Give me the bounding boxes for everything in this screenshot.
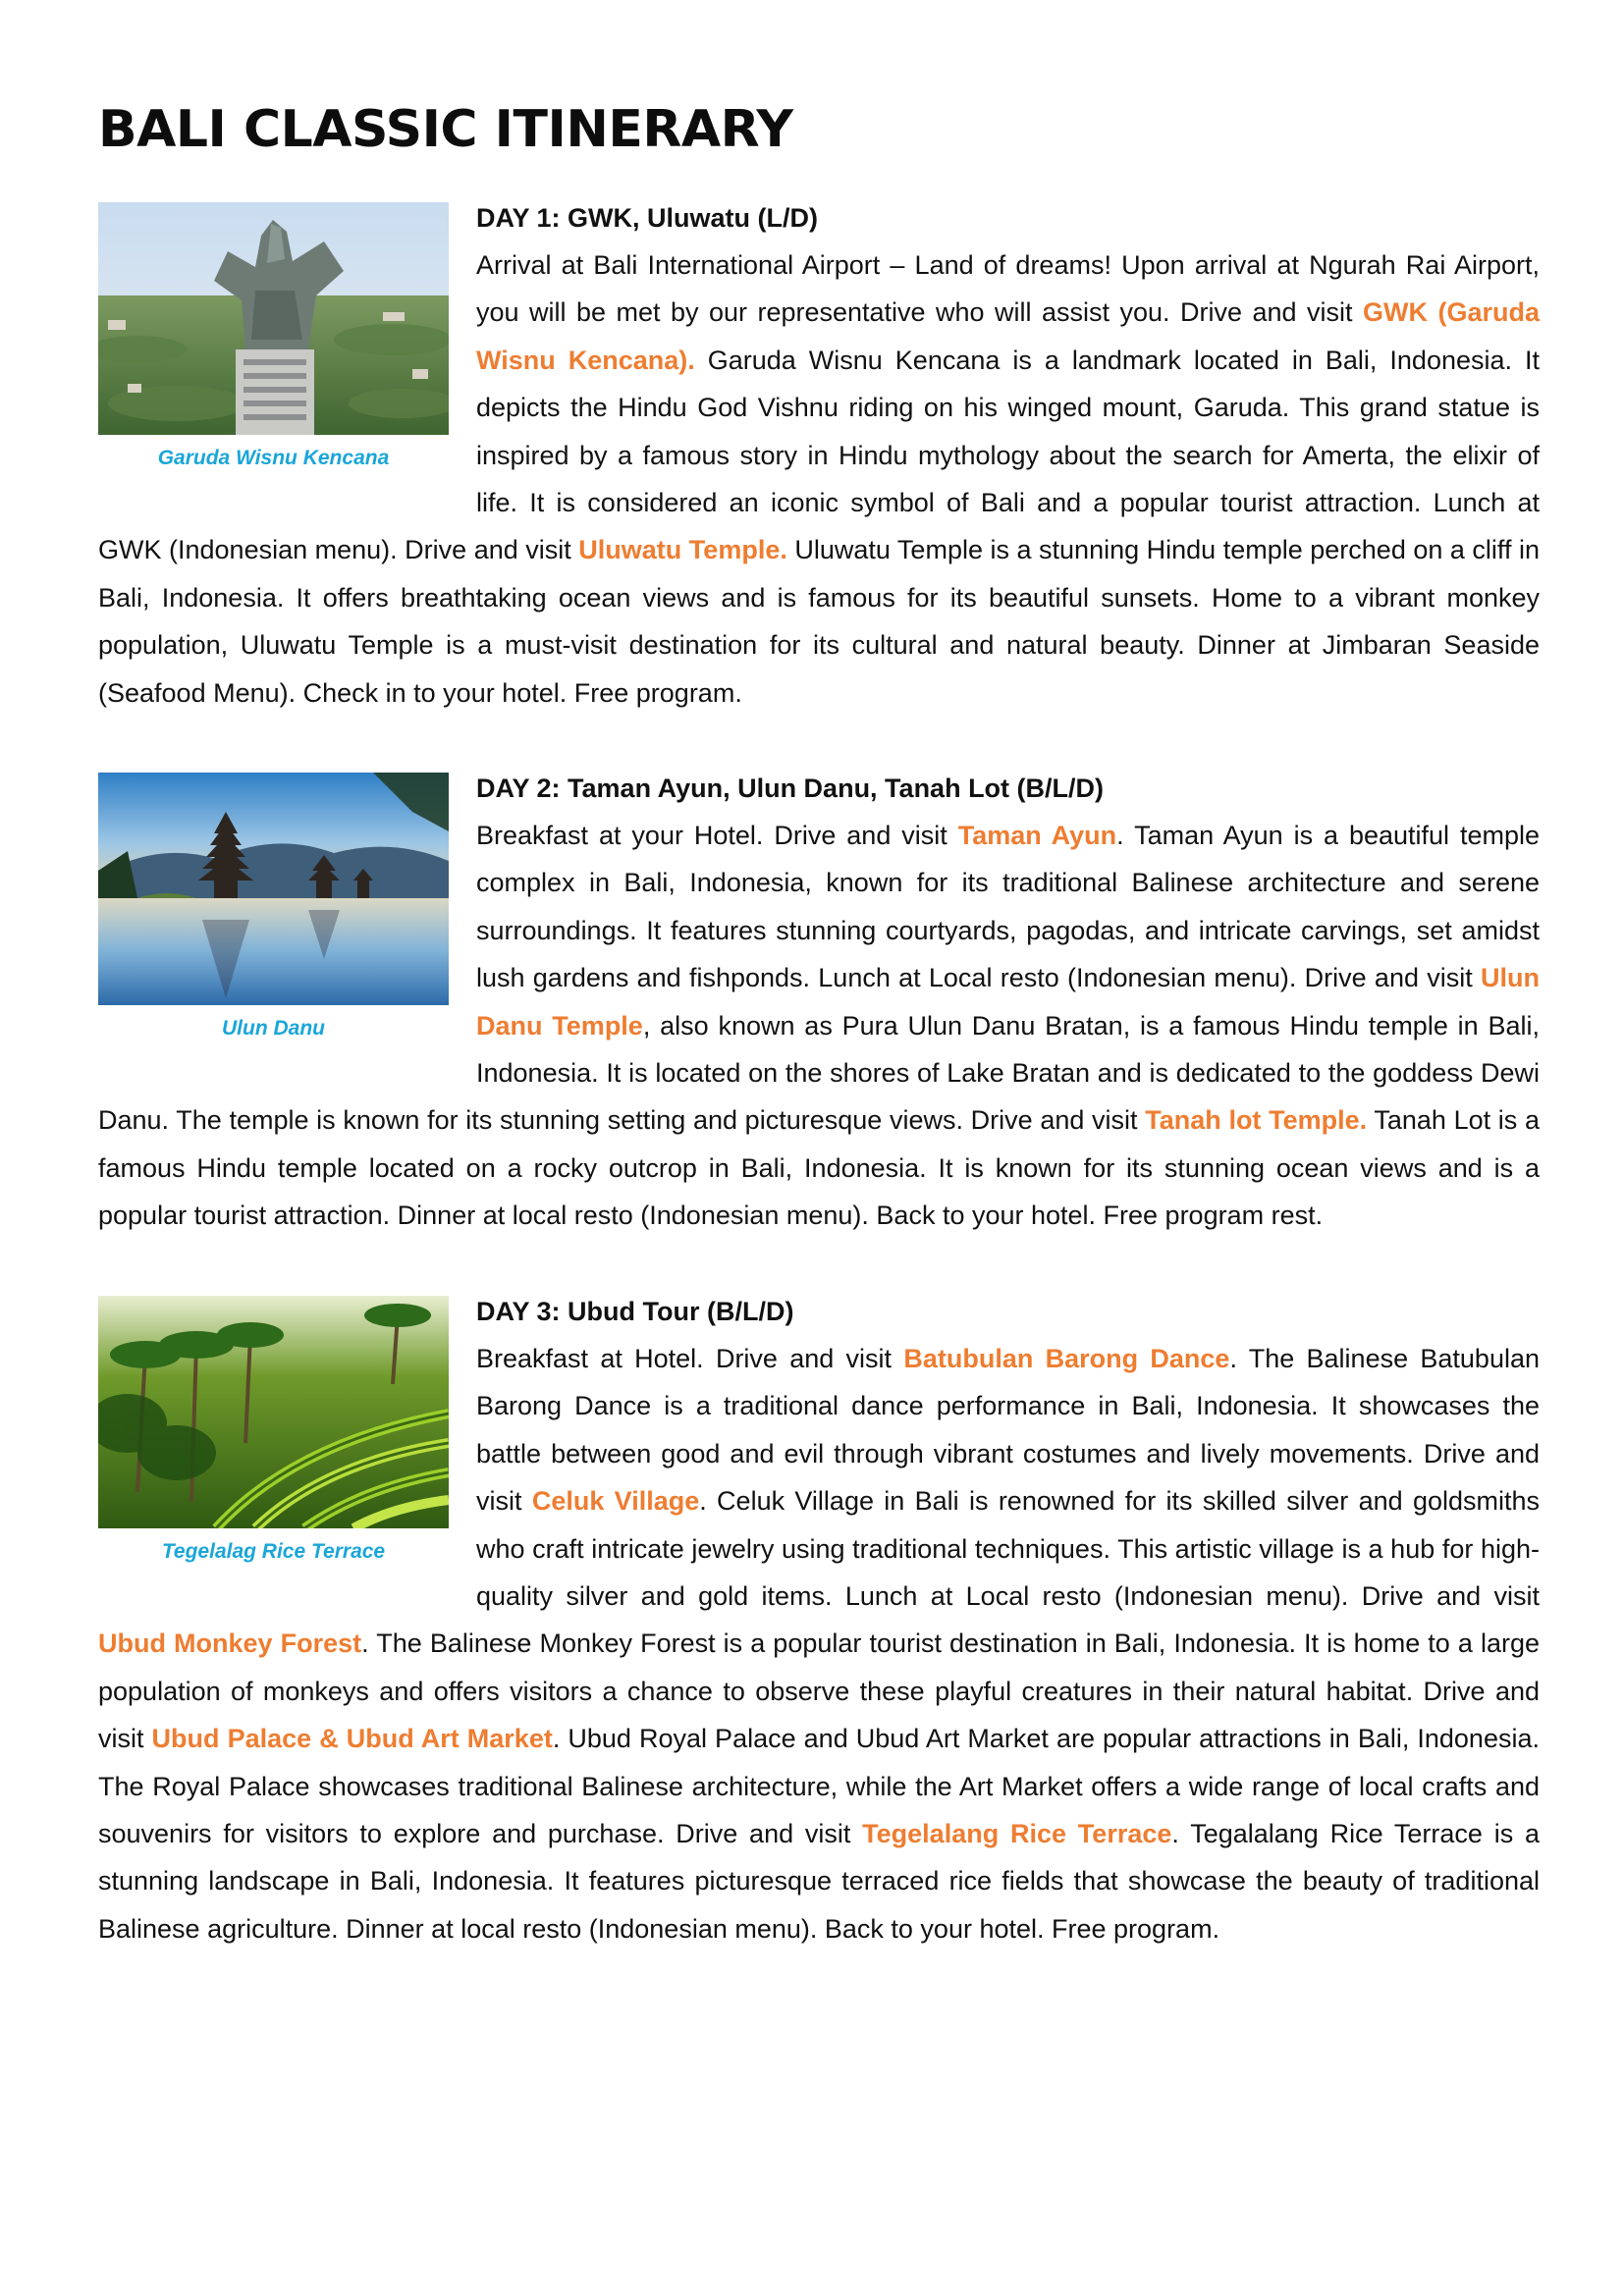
day-figure [98, 202, 449, 472]
text-segment: . The Balinese Batubulan Barong Dance is a traditional dance performance in Bali, Indonesia. It showcases the battle between good and evil through vibrant costumes and lively movements. Drive and visit [476, 1344, 1540, 1517]
attraction-highlight: Ubud Palace & Ubud Art Market [151, 1724, 553, 1754]
attraction-highlight: Uluwatu Temple. [578, 535, 787, 565]
attraction-highlight: Tanah lot Temple. [1145, 1105, 1368, 1136]
attraction-highlight: Ulun Danu Temple [476, 963, 1540, 1041]
text-segment: . The Balinese Monkey Forest is a popular tourist destination in Bali, Indonesia. It is home to a large population of monkeys and offers visitors a chance to observe these playful creatures in their natural habitat. Drive and visit [98, 1629, 1540, 1754]
attraction-highlight: Batubulan Barong Dance [903, 1344, 1230, 1373]
attraction-highlight: Ubud Monkey Forest [98, 1629, 362, 1659]
page-title: BALI CLASSIC ITINERARY [98, 100, 793, 159]
text-segment: Arrival at Bali International Airport – Land of dreams! Upon arrival at Ngurah Rai Airport, you will be met by our representative who will assist you. Drive and visit [476, 250, 1540, 328]
text-segment: Breakfast at your Hotel. Drive and visit [476, 821, 958, 850]
attraction-highlight: Taman Ayun [957, 821, 1117, 850]
text-segment: Uluwatu Temple is a stunning Hindu temple perched on a cliff in Bali, Indonesia. It offers breathtaking ocean views and is famous for its beautiful sunsets. Home to a vibrant monkey population, Uluwatu Temple is a must-visit destination for its cultural and natural beauty. Dinner at Jimbaran Seaside (Seafood Menu). Check in to your hotel. Free program. [98, 535, 1540, 708]
attraction-highlight: Tegelalang Rice Terrace [862, 1819, 1172, 1849]
text-segment: Breakfast at Hotel. Drive and visit [476, 1344, 904, 1373]
day-section-1 [98, 200, 1540, 717]
gwk-statue-photo [98, 202, 449, 435]
text-segment: . Taman Ayun is a beautiful temple complex in Bali, Indonesia, known for its traditional Balinese architecture and serene surroundings. It features stunning courtyards, pagodas, and intricate carvings, set amidst lush gardens and fishponds. Lunch at Local resto (Indonesian menu). Drive and visit [476, 821, 1540, 993]
attraction-highlight: Celuk Village [531, 1486, 700, 1517]
ulun-danu-temple-photo [98, 773, 449, 1005]
attraction-highlight: GWK (Garuda Wisnu Kencana). [476, 297, 1540, 375]
photo-caption: Ulun Danu [222, 1017, 325, 1040]
day-section-2 [98, 771, 1540, 1240]
day-heading: DAY 2: Taman Ayun, Ulun Danu, Tanah Lot (B/L/D) [476, 774, 1105, 803]
day-heading: DAY 1: GWK, Uluwatu (L/D) [476, 203, 819, 233]
text-segment: . Ubud Royal Palace and Ubud Art Market are popular attractions in Bali, Indonesia. The Royal Palace showcases traditional Balinese architecture, while the Art Market offers a wide range of local crafts and souvenirs for visitors to explore and purchase. Drive and visit [98, 1724, 1540, 1849]
day-heading: DAY 3: Ubud Tour (B/L/D) [476, 1297, 794, 1326]
rice-terrace-photo [98, 1296, 449, 1528]
day-figure [98, 773, 449, 1042]
photo-caption: Tegelalag Rice Terrace [161, 1540, 386, 1563]
text-segment: . Tegalalang Rice Terrace is a stunning landscape in Bali, Indonesia. It features picturesque terraced rice fields that showcase the beauty of traditional Balinese agriculture. Dinner at local resto (Indonesian menu). Back to your hotel. Free program. [98, 1819, 1541, 1944]
day-section-3 [98, 1294, 1540, 1952]
text-segment: Tanah Lot is a famous Hindu temple located on a rocky outcrop in Bali, Indonesia. It is known for its stunning ocean views and is a popular tourist attraction. Dinner at local resto (Indonesian menu). Back to your hotel. Free program rest. [98, 1105, 1540, 1231]
day-figure [98, 1296, 449, 1566]
photo-caption: Garuda Wisnu Kencana [157, 447, 390, 469]
text-segment: , also known as Pura Ulun Danu Bratan, is a famous Hindu temple in Bali, Indonesia. It is located on the shores of Lake Bratan and is dedicated to the goddess Dewi Danu. The temple is known for its stunning setting and picturesque views. Drive and visit [98, 1010, 1540, 1136]
text-segment: . Celuk Village in Bali is renowned for its skilled silver and goldsmiths who craft intricate jewelry using traditional techniques. This artistic village is a hub for high-quality silver and gold items. Lunch at Local resto (Indonesian menu). Drive and visit [476, 1486, 1540, 1612]
text-segment: Garuda Wisnu Kencana is a landmark located in Bali, Indonesia. It depicts the Hindu God Vishnu riding on his winged mount, Garuda. This grand statue is inspired by a famous story in Hindu mythology about the search for Amerta, the elixir of life. It is considered an iconic symbol of Bali and a popular tourist attraction. Lunch at GWK (Indonesian menu). Drive and visit [98, 345, 1540, 565]
